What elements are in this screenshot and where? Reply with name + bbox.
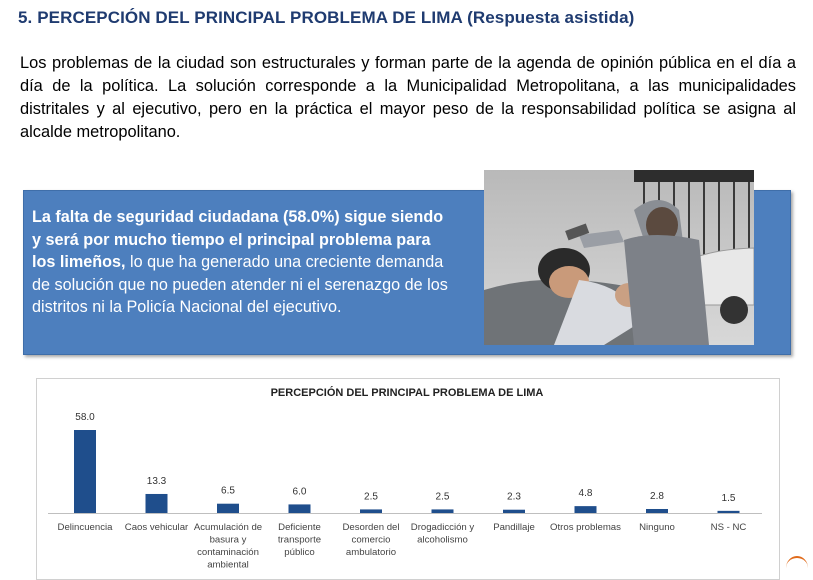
banner-bold-text: La falta de seguridad ciudadana (58.0%) sigue siendo y será por mucho tiempo el principal problema para los limeños,	[32, 208, 444, 271]
chart-value-label: 6.5	[221, 485, 235, 497]
security-photo-illustration	[484, 170, 754, 345]
chart-category-label: basura y	[209, 534, 247, 546]
chart-category-label: público	[284, 547, 315, 558]
section-title	[18, 8, 634, 28]
chart-value-label: 2.5	[364, 491, 378, 503]
chart-category-label: comercio	[351, 534, 391, 546]
chart-value-label: 2.8	[650, 490, 664, 502]
chart-category-label: Deficiente	[278, 522, 321, 533]
chart-category-label: ambulatorio	[345, 547, 397, 558]
chart-value-label: 2.3	[507, 491, 521, 503]
section-title-suffix: (Respuesta asistida)	[462, 8, 635, 27]
chart-category-label: transporte	[277, 534, 322, 546]
security-photo	[484, 170, 754, 345]
chart-category-label: Ninguno	[639, 522, 675, 533]
chart-value-label: 6.0	[292, 486, 307, 498]
banner-normal-text: lo que ha generado una creciente demanda de solución que no pueden atender ni el serenazgo de los distritos ni la Policía Nacional del ejecutivo.	[32, 253, 448, 316]
chart-category-label: NS - NC	[710, 522, 747, 533]
banner-text	[32, 206, 452, 319]
chart-category-label: Drogadicción y	[410, 522, 475, 533]
section-title-main: 5. PERCEPCIÓN DEL PRINCIPAL PROBLEMA DE LIMA	[18, 8, 463, 27]
chart-category-label: Caos vehicular	[124, 522, 189, 533]
chart-frame	[36, 378, 780, 580]
decorative-arc	[786, 556, 808, 580]
chart-category-label: Pandillaje	[493, 522, 535, 533]
chart-category-label: Acumulación de	[193, 522, 263, 533]
chart-category-label: Desorden del	[342, 522, 400, 533]
chart-title: PERCEPCIÓN DEL PRINCIPAL PROBLEMA DE LIMA	[270, 387, 544, 399]
intro-paragraph: Los problemas de la ciudad son estructurales y forman parte de la agenda de opinión pública en el día a día de la política. La solución corresponde a la Municipalidad Metropolitana, a las municipalidades distritales y al ejecutivo, pero en la práctica el mayor peso de la responsabilidad política se asigna al alcalde metropolitano.	[20, 54, 796, 141]
chart-value-label: 13.3	[146, 475, 167, 487]
chart-category-label: contaminación	[197, 547, 259, 558]
chart-category-label: ambiental	[207, 559, 249, 571]
chart-category-label: Otros problemas	[550, 522, 621, 533]
chart-value-label: 58.0	[75, 412, 95, 423]
chart-value-label: 4.8	[578, 488, 593, 500]
chart-category-label: Delincuencia	[57, 522, 113, 533]
chart-value-label: 1.5	[721, 492, 736, 504]
chart-value-label: 2.5	[435, 491, 450, 503]
chart-category-label: alcoholismo	[417, 534, 468, 546]
